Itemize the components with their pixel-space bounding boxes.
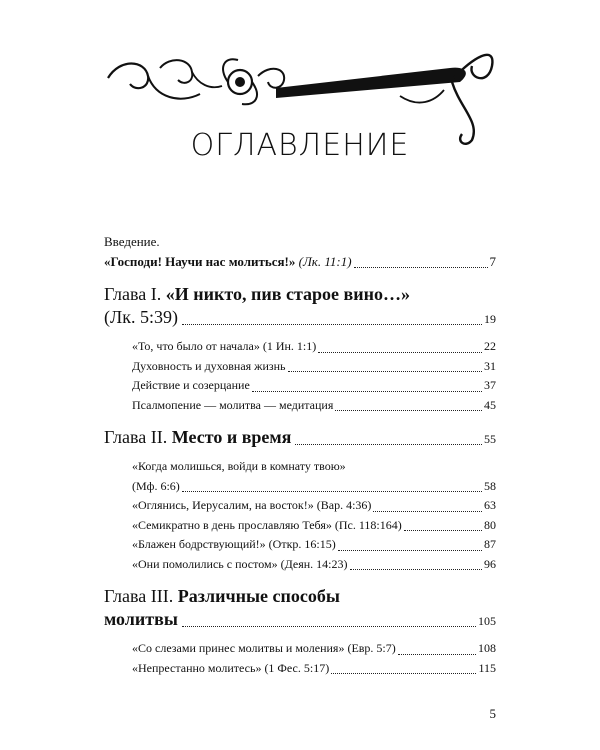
leader-dots (335, 409, 482, 411)
page-ref: 55 (484, 432, 496, 446)
entry-text: «Оглянись, Иерусалим, на восток!» (Вар. 4:36) (132, 498, 372, 512)
leader-dots (318, 351, 482, 353)
leader-dots (288, 370, 482, 372)
chapter-1-label: Глава I. (104, 284, 162, 304)
toc-entry-continued[interactable] (104, 477, 496, 497)
page-ref: 7 (489, 254, 496, 269)
toc-entry[interactable] (104, 516, 496, 536)
toc-entry[interactable] (104, 396, 496, 416)
toc-entry[interactable] (104, 337, 496, 357)
entry-text: «То, что было от начала» (1 Ин. 1:1) (132, 339, 317, 353)
leader-dots (338, 549, 482, 551)
chapter-1-heading[interactable] (104, 283, 496, 306)
entry-text: Духовность и духовная жизнь (132, 358, 286, 373)
entry-text: Псалмопение — молитва — медитация (132, 397, 334, 412)
entry-text: «Семикратно в день прославляю Тебя» (Пс. 118:164) (132, 517, 402, 532)
leader-dots (350, 568, 482, 570)
entry-text: Действие и созерцание (132, 378, 250, 392)
entry-text: «Со слезами принес молитвы и моления» (Евр. 5:7) (132, 641, 396, 655)
entry-text: «Блажен бодрствующий!» (Откр. 16:15) (132, 537, 336, 551)
page-ref: 105 (478, 614, 496, 628)
leader-dots (331, 672, 476, 674)
chapter-3-heading[interactable] (104, 585, 496, 608)
page-ref: 63 (484, 498, 496, 512)
leader-dots (398, 653, 476, 655)
intro-ref: (Лк. 11:1) (298, 254, 352, 269)
chapter-3-label: Глава III. (104, 586, 174, 606)
toc-entry[interactable] (104, 535, 496, 555)
chapter-2-heading[interactable] (104, 426, 496, 451)
leader-dots (354, 266, 488, 268)
entry-text: «Непрестанно молитесь» (1 Фес. 5:17) (132, 660, 330, 675)
leader-dots (295, 443, 482, 445)
page-title: ОГЛАВЛЕНИЕ (190, 128, 410, 163)
toc-entry[interactable] (104, 639, 496, 659)
leader-dots (373, 510, 482, 512)
entry-text: «Когда молишься, войди в комнату твою» (132, 459, 346, 473)
page-ref: 31 (484, 358, 496, 373)
chapter-3-title: Различные способы (177, 586, 340, 606)
toc-entry[interactable] (104, 357, 496, 377)
page-number: 5 (489, 706, 496, 721)
chapter-2-label: Глава II. (104, 427, 168, 447)
intro-label: Введение. (104, 234, 160, 249)
page-ref: 87 (484, 537, 496, 551)
chapter-1-continued[interactable] (104, 306, 496, 331)
chapter-3-continued[interactable] (104, 608, 496, 633)
page-ref: 58 (484, 478, 496, 493)
toc-entry[interactable] (104, 376, 496, 396)
entry-text: «Они помолились с постом» (Деян. 14:23) (132, 556, 348, 571)
entry-text: (Мф. 6:6) (132, 478, 180, 493)
page-ref: 19 (484, 312, 496, 326)
leader-dots (182, 323, 482, 325)
toc-entry[interactable] (104, 496, 496, 516)
toc-entry[interactable] (104, 457, 496, 477)
chapter-3-title-cont: молитвы (104, 609, 178, 629)
intro-title: «Господи! Научи нас молиться!» (104, 254, 296, 269)
page-ref: 115 (478, 660, 496, 675)
leader-dots (252, 390, 482, 392)
page-ref: 96 (484, 556, 496, 571)
leader-dots (404, 529, 482, 531)
page-ref: 80 (484, 517, 496, 532)
chapter-1-title: «И никто, пив старое вино…» (165, 284, 410, 304)
leader-dots (182, 490, 482, 492)
page-ref: 22 (484, 339, 496, 353)
toc-entry[interactable] (104, 659, 496, 679)
toc-entry-intro[interactable] (104, 252, 496, 272)
chapter-1-ref: (Лк. 5:39) (104, 307, 178, 327)
toc-entry[interactable] (104, 555, 496, 575)
page-ref: 108 (478, 641, 496, 655)
leader-dots (182, 625, 476, 627)
page-ref: 37 (484, 378, 496, 392)
page-ref: 45 (484, 397, 496, 412)
table-of-contents (104, 232, 496, 678)
chapter-2-title: Место и время (171, 427, 292, 447)
